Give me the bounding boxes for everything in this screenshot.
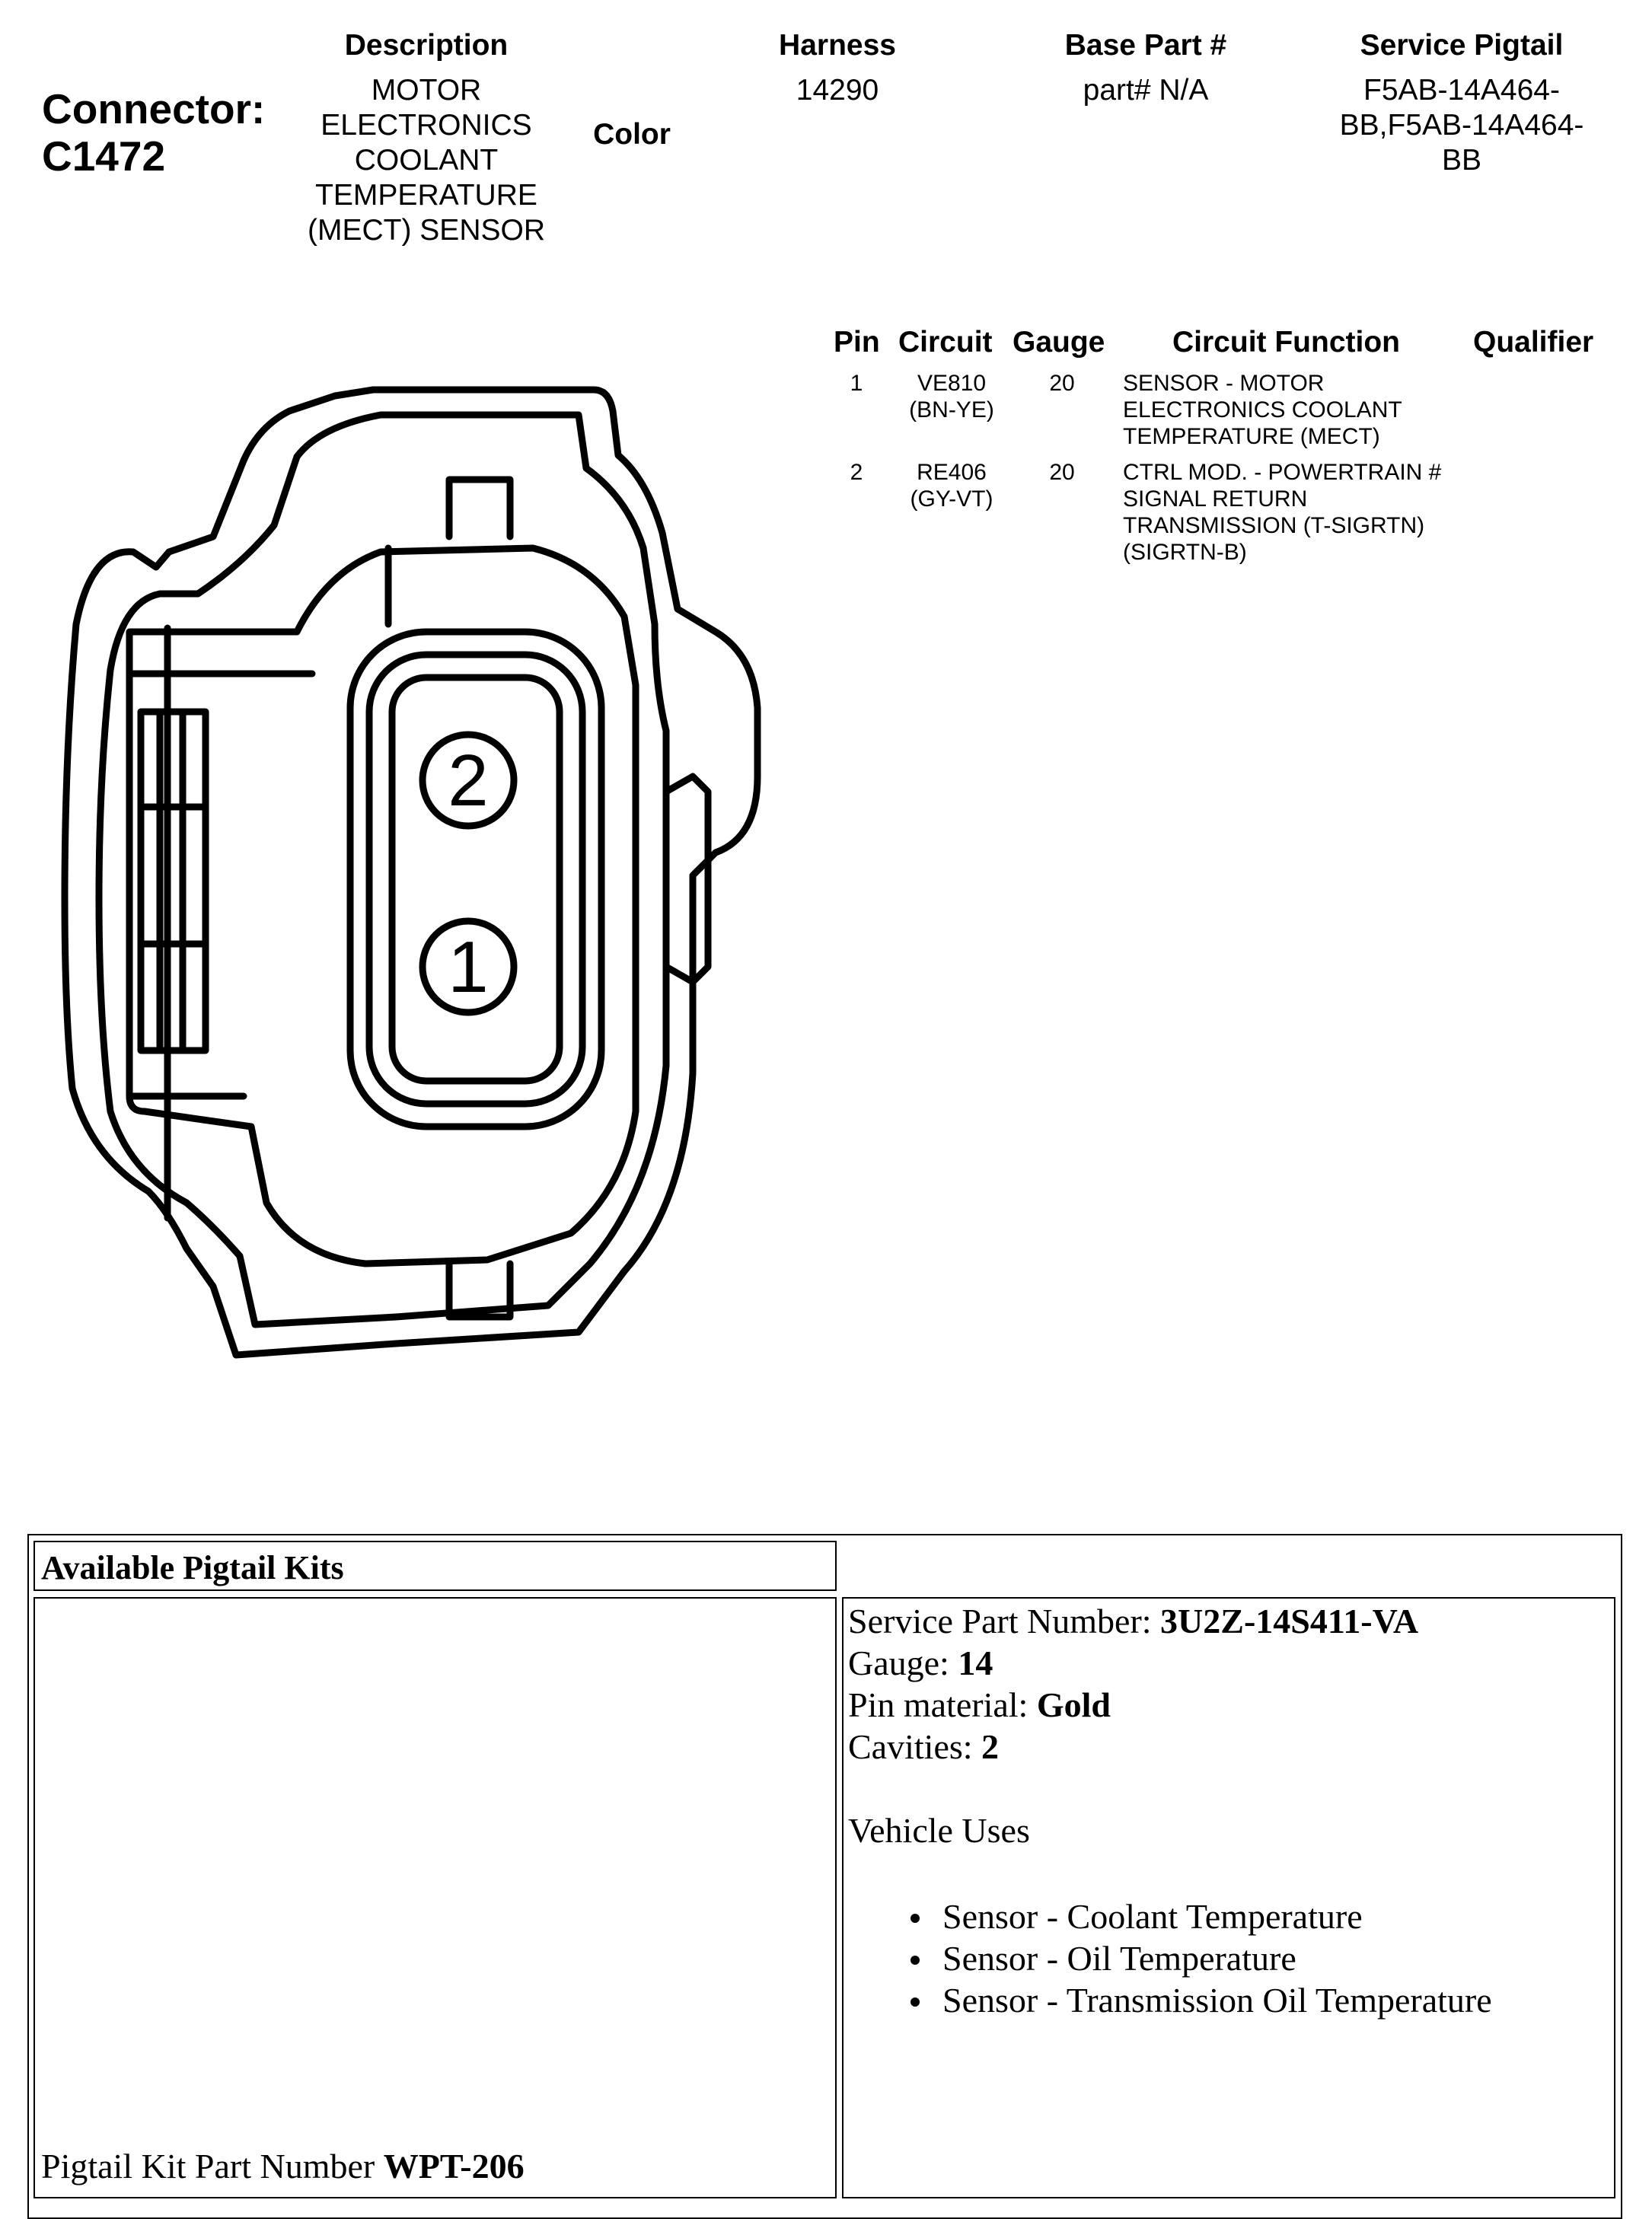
connector-title	[42, 85, 285, 180]
pigtail-kit-cell	[33, 1597, 837, 2198]
connector-label: Connector:	[42, 85, 266, 132]
pin-material-value: Gold	[1036, 1685, 1111, 1724]
latch-tab	[141, 712, 206, 1051]
vehicle-use-item: Sensor - Oil Temperature	[848, 1937, 1492, 1979]
vehicle-use-item: Sensor - Coolant Temperature	[848, 1895, 1492, 1937]
col-circuit: Circuit	[898, 326, 993, 359]
pin-circuit	[887, 459, 1016, 512]
circuit-line: (BN-YE)	[909, 397, 994, 422]
circuit-line: VE810	[917, 371, 987, 396]
service-pigtail-header: Service Pigtail	[1360, 29, 1564, 62]
function-line: (SIGRTN-B)	[1123, 540, 1247, 565]
description-value	[289, 73, 563, 248]
cavities-value: 2	[981, 1727, 1000, 1766]
cavities-label: Cavities:	[848, 1727, 982, 1766]
service-part-line	[848, 1600, 1492, 1642]
pin-function	[1123, 459, 1473, 566]
right-notch	[666, 776, 708, 982]
function-line: SIGNAL RETURN	[1123, 486, 1308, 512]
base-part-header: Base Part #	[1064, 29, 1227, 62]
pin-gauge: 20	[1049, 371, 1075, 396]
description-line: (MECT) SENSOR	[308, 214, 545, 247]
kit-label: Pigtail Kit Part Number	[41, 2147, 384, 2186]
vehicle-use-item: Sensor - Transmission Oil Temperature	[848, 1979, 1492, 2021]
description-line: COOLANT	[354, 144, 499, 177]
circuit-line: (GY-VT)	[910, 486, 993, 512]
service-pigtail-line: BB,F5AB-14A464-	[1339, 109, 1584, 142]
col-circuit-function: Circuit Function	[1172, 326, 1400, 359]
top-key	[449, 480, 510, 537]
description-line: MOTOR	[371, 74, 482, 107]
circuit-line: RE406	[917, 460, 987, 485]
service-pigtail-line: BB	[1441, 144, 1482, 177]
connector-face-diagram	[46, 365, 777, 1370]
col-qualifier: Qualifier	[1473, 326, 1594, 359]
gauge-label: Gauge:	[848, 1644, 958, 1682]
description-line: TEMPERATURE	[315, 179, 537, 212]
mating-face-inner	[369, 655, 582, 1104]
harness-value: 14290	[796, 74, 879, 107]
function-line: CTRL MOD. - POWERTRAIN #	[1123, 460, 1442, 485]
pigtail-title: Available Pigtail Kits	[41, 1549, 344, 1586]
service-pigtail-line: F5AB-14A464-	[1363, 74, 1560, 107]
base-part-value: part# N/A	[1083, 74, 1209, 107]
vehicle-uses-label: Vehicle Uses	[848, 1811, 1030, 1850]
pigtail-title-cell	[33, 1541, 837, 1591]
function-line: TEMPERATURE (MECT)	[1123, 424, 1380, 449]
pin-circuit	[887, 370, 1016, 423]
connector-id: C1472	[42, 132, 166, 180]
pigtail-details-cell	[842, 1597, 1615, 2198]
pin-2-label: 2	[448, 740, 489, 821]
pin-1-label: 1	[448, 926, 489, 1008]
mating-face-outer	[350, 632, 601, 1127]
function-line: ELECTRONICS COOLANT	[1123, 397, 1402, 422]
service-pigtail-value	[1294, 73, 1629, 178]
cavities-line	[848, 1726, 1492, 1768]
description-header: Description	[344, 29, 509, 62]
service-part-value: 3U2Z-14S411-VA	[1160, 1602, 1419, 1640]
vehicle-uses-list	[848, 1895, 1492, 2021]
gauge-value: 14	[958, 1644, 993, 1682]
color-header: Color	[593, 118, 671, 151]
function-line: TRANSMISSION (T-SIGRTN)	[1123, 513, 1425, 538]
pin-material-line	[848, 1684, 1492, 1726]
col-gauge: Gauge	[1013, 326, 1105, 359]
harness-header: Harness	[779, 29, 896, 62]
pin-number: 1	[850, 371, 863, 396]
pin-material-label: Pin material:	[848, 1685, 1037, 1724]
kit-value: WPT-206	[383, 2147, 525, 2186]
service-part-label: Service Part Number:	[848, 1602, 1161, 1640]
pin-number: 2	[850, 460, 863, 485]
gauge-line	[848, 1642, 1492, 1684]
pin-function	[1123, 370, 1465, 450]
function-line: SENSOR - MOTOR	[1123, 371, 1325, 396]
col-pin: Pin	[834, 326, 880, 359]
pin-gauge: 20	[1049, 460, 1075, 485]
description-line: ELECTRONICS	[321, 109, 532, 142]
